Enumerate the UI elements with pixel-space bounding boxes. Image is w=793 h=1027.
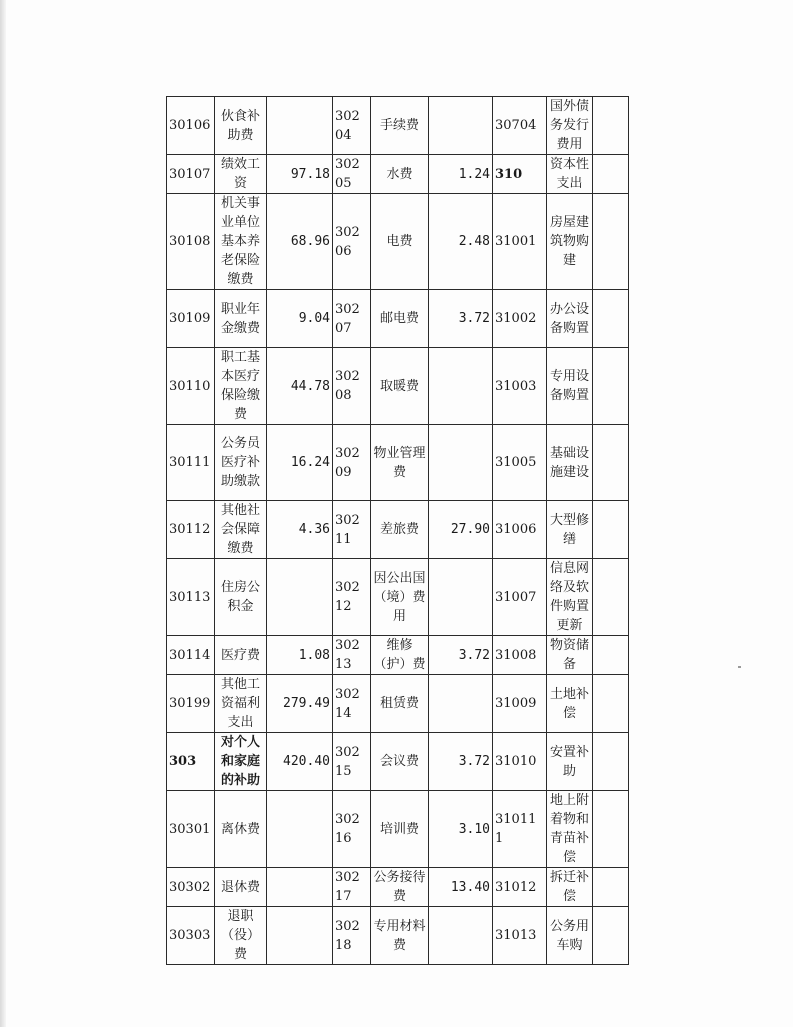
code-cell: 30211 bbox=[333, 501, 371, 559]
table-row bbox=[167, 290, 629, 348]
item-name-cell: 公务员医疗补助缴款 bbox=[215, 425, 267, 501]
amount-cell bbox=[267, 791, 333, 868]
code-cell: 30209 bbox=[333, 425, 371, 501]
item-name-cell: 公务接待费 bbox=[371, 868, 429, 907]
item-name-cell: 取暖费 bbox=[371, 348, 429, 425]
item-name-cell: 国外债务发行费用 bbox=[547, 97, 593, 155]
table-row bbox=[167, 907, 629, 965]
code-cell: 30301 bbox=[167, 791, 215, 868]
amount-cell bbox=[267, 907, 333, 965]
amount-cell bbox=[593, 194, 629, 290]
amount-cell: 27.90 bbox=[429, 501, 493, 559]
amount-cell bbox=[429, 97, 493, 155]
amount-cell bbox=[593, 868, 629, 907]
item-name-cell: 水费 bbox=[371, 155, 429, 194]
amount-cell: 9.04 bbox=[267, 290, 333, 348]
amount-cell bbox=[593, 425, 629, 501]
item-name-cell: 住房公积金 bbox=[215, 559, 267, 636]
item-name-cell: 培训费 bbox=[371, 791, 429, 868]
amount-cell bbox=[593, 559, 629, 636]
item-name-cell: 租赁费 bbox=[371, 675, 429, 733]
amount-cell bbox=[429, 348, 493, 425]
table-row bbox=[167, 868, 629, 907]
code-cell: 310 bbox=[493, 155, 547, 194]
table-row bbox=[167, 155, 629, 194]
amount-cell: 68.96 bbox=[267, 194, 333, 290]
amount-cell bbox=[593, 155, 629, 194]
amount-cell bbox=[593, 791, 629, 868]
scan-speck bbox=[738, 666, 741, 668]
code-cell: 30108 bbox=[167, 194, 215, 290]
scan-shadow-edge bbox=[0, 0, 6, 1027]
item-name-cell: 公务用车购 bbox=[547, 907, 593, 965]
code-cell: 30216 bbox=[333, 791, 371, 868]
table-row bbox=[167, 675, 629, 733]
code-cell: 30215 bbox=[333, 733, 371, 791]
amount-cell bbox=[429, 425, 493, 501]
table-row bbox=[167, 559, 629, 636]
code-cell: 30110 bbox=[167, 348, 215, 425]
code-cell: 30109 bbox=[167, 290, 215, 348]
code-cell: 30302 bbox=[167, 868, 215, 907]
amount-cell bbox=[593, 907, 629, 965]
item-name-cell: 伙食补助费 bbox=[215, 97, 267, 155]
code-cell: 310111 bbox=[493, 791, 547, 868]
item-name-cell: 基础设施建设 bbox=[547, 425, 593, 501]
code-cell: 30112 bbox=[167, 501, 215, 559]
amount-cell bbox=[593, 636, 629, 675]
item-name-cell: 会议费 bbox=[371, 733, 429, 791]
item-name-cell: 医疗费 bbox=[215, 636, 267, 675]
code-cell: 30107 bbox=[167, 155, 215, 194]
amount-cell: 3.72 bbox=[429, 290, 493, 348]
code-cell: 31013 bbox=[493, 907, 547, 965]
item-name-cell: 电费 bbox=[371, 194, 429, 290]
code-cell: 30111 bbox=[167, 425, 215, 501]
item-name-cell: 其他社会保障缴费 bbox=[215, 501, 267, 559]
amount-cell bbox=[267, 559, 333, 636]
item-name-cell: 离休费 bbox=[215, 791, 267, 868]
code-cell: 30199 bbox=[167, 675, 215, 733]
budget-classification-table bbox=[166, 96, 629, 965]
code-cell: 30704 bbox=[493, 97, 547, 155]
amount-cell: 44.78 bbox=[267, 348, 333, 425]
item-name-cell: 绩效工资 bbox=[215, 155, 267, 194]
item-name-cell: 信息网络及软件购置更新 bbox=[547, 559, 593, 636]
amount-cell bbox=[593, 675, 629, 733]
amount-cell bbox=[429, 907, 493, 965]
table-row bbox=[167, 97, 629, 155]
table-row bbox=[167, 194, 629, 290]
code-cell: 30214 bbox=[333, 675, 371, 733]
item-name-cell: 维修（护）费 bbox=[371, 636, 429, 675]
item-name-cell: 其他工资福利支出 bbox=[215, 675, 267, 733]
table-row bbox=[167, 791, 629, 868]
amount-cell bbox=[593, 290, 629, 348]
item-name-cell: 办公设备购置 bbox=[547, 290, 593, 348]
amount-cell bbox=[267, 868, 333, 907]
amount-cell: 97.18 bbox=[267, 155, 333, 194]
item-name-cell: 机关事业单位基本养老保险缴费 bbox=[215, 194, 267, 290]
item-name-cell: 职业年金缴费 bbox=[215, 290, 267, 348]
item-name-cell: 差旅费 bbox=[371, 501, 429, 559]
amount-cell: 1.08 bbox=[267, 636, 333, 675]
code-cell: 30207 bbox=[333, 290, 371, 348]
table-row bbox=[167, 501, 629, 559]
item-name-cell: 退休费 bbox=[215, 868, 267, 907]
code-cell: 30113 bbox=[167, 559, 215, 636]
amount-cell: 4.36 bbox=[267, 501, 333, 559]
code-cell: 30114 bbox=[167, 636, 215, 675]
amount-cell: 3.72 bbox=[429, 733, 493, 791]
code-cell: 31005 bbox=[493, 425, 547, 501]
code-cell: 30212 bbox=[333, 559, 371, 636]
item-name-cell: 大型修缮 bbox=[547, 501, 593, 559]
item-name-cell: 物资储备 bbox=[547, 636, 593, 675]
table-body bbox=[167, 97, 629, 965]
amount-cell bbox=[429, 559, 493, 636]
item-name-cell: 对个人和家庭的补助 bbox=[215, 733, 267, 791]
item-name-cell: 房屋建筑物购建 bbox=[547, 194, 593, 290]
table-row bbox=[167, 425, 629, 501]
amount-cell: 279.49 bbox=[267, 675, 333, 733]
code-cell: 30205 bbox=[333, 155, 371, 194]
code-cell: 31007 bbox=[493, 559, 547, 636]
amount-cell: 2.48 bbox=[429, 194, 493, 290]
amount-cell bbox=[593, 501, 629, 559]
code-cell: 31008 bbox=[493, 636, 547, 675]
code-cell: 31002 bbox=[493, 290, 547, 348]
item-name-cell: 邮电费 bbox=[371, 290, 429, 348]
code-cell: 30303 bbox=[167, 907, 215, 965]
table-row bbox=[167, 733, 629, 791]
amount-cell bbox=[593, 348, 629, 425]
code-cell: 31001 bbox=[493, 194, 547, 290]
amount-cell bbox=[593, 97, 629, 155]
amount-cell: 420.40 bbox=[267, 733, 333, 791]
amount-cell bbox=[593, 733, 629, 791]
item-name-cell: 退职（役）费 bbox=[215, 907, 267, 965]
code-cell: 31010 bbox=[493, 733, 547, 791]
item-name-cell: 资本性支出 bbox=[547, 155, 593, 194]
code-cell: 31003 bbox=[493, 348, 547, 425]
amount-cell bbox=[429, 675, 493, 733]
item-name-cell: 职工基本医疗保险缴费 bbox=[215, 348, 267, 425]
item-name-cell: 安置补助 bbox=[547, 733, 593, 791]
table-row bbox=[167, 348, 629, 425]
code-cell: 30206 bbox=[333, 194, 371, 290]
item-name-cell: 因公出国（境）费用 bbox=[371, 559, 429, 636]
code-cell: 30217 bbox=[333, 868, 371, 907]
code-cell: 30218 bbox=[333, 907, 371, 965]
amount-cell: 13.40 bbox=[429, 868, 493, 907]
item-name-cell: 拆迁补偿 bbox=[547, 868, 593, 907]
table-row bbox=[167, 636, 629, 675]
code-cell: 30204 bbox=[333, 97, 371, 155]
code-cell: 30106 bbox=[167, 97, 215, 155]
item-name-cell: 地上附着物和青苗补偿 bbox=[547, 791, 593, 868]
code-cell: 30213 bbox=[333, 636, 371, 675]
code-cell: 303 bbox=[167, 733, 215, 791]
amount-cell bbox=[267, 97, 333, 155]
item-name-cell: 手续费 bbox=[371, 97, 429, 155]
code-cell: 31006 bbox=[493, 501, 547, 559]
amount-cell: 16.24 bbox=[267, 425, 333, 501]
item-name-cell: 物业管理费 bbox=[371, 425, 429, 501]
code-cell: 31009 bbox=[493, 675, 547, 733]
item-name-cell: 专用设备购置 bbox=[547, 348, 593, 425]
code-cell: 30208 bbox=[333, 348, 371, 425]
item-name-cell: 土地补偿 bbox=[547, 675, 593, 733]
amount-cell: 3.10 bbox=[429, 791, 493, 868]
code-cell: 31012 bbox=[493, 868, 547, 907]
amount-cell: 1.24 bbox=[429, 155, 493, 194]
item-name-cell: 专用材料费 bbox=[371, 907, 429, 965]
amount-cell: 3.72 bbox=[429, 636, 493, 675]
